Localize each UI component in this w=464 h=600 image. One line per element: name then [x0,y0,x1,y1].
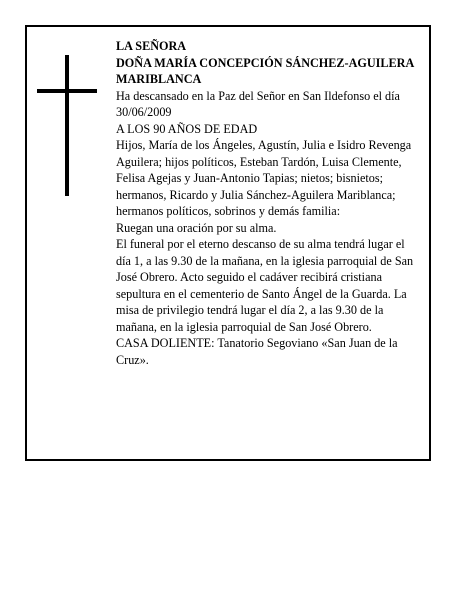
funeral-details: El funeral por el eterno descanso de su alma tendrá lugar el día 1, a las 9.30 de la mañana, en la iglesia parroquial de San José Obrero. Acto seguido el cadáver recibirá cristiana sepultura en el cementerio de Santo Ángel de la Guarda. La misa de privilegio tendrá lugar el día 2, a las 9.30 de la mañana, en la iglesia parroquial de San José Obrero. [116,237,414,334]
title-line-1: LA SEÑORA [116,39,187,53]
mourning-house: CASA DOLIENTE: Tanatorio Segoviano «San Juan de la Cruz». [116,336,398,367]
family-list: Hijos, María de los Ángeles, Agustín, Julia e Isidro Revenga Aguilera; hijos políticos, Esteban Tardón, Luisa Clemente, Felisa Agejas y Juan-Antonio Tapias; nietos; bisnietos; hermanos, Ricardo y Julia Sánchez-Aguilera Mariblanca; hermanos políticos, sobrinos y demás familia: [116,138,412,218]
obituary-text [116,38,422,368]
age-line: A LOS 90 AÑOS DE EDAD [116,121,258,136]
cross-vertical-bar [65,55,69,196]
deceased-name: DOÑA MARÍA CONCEPCIÓN SÁNCHEZ-AGUILERA MARIBLANCA [116,55,414,86]
rest-statement: Ha descansado en la Paz del Señor en San Ildefonso el día 30/06/2009 [116,88,400,119]
prayer-request: Ruegan una oración por su alma. [116,220,277,235]
cross-horizontal-bar [37,89,97,93]
